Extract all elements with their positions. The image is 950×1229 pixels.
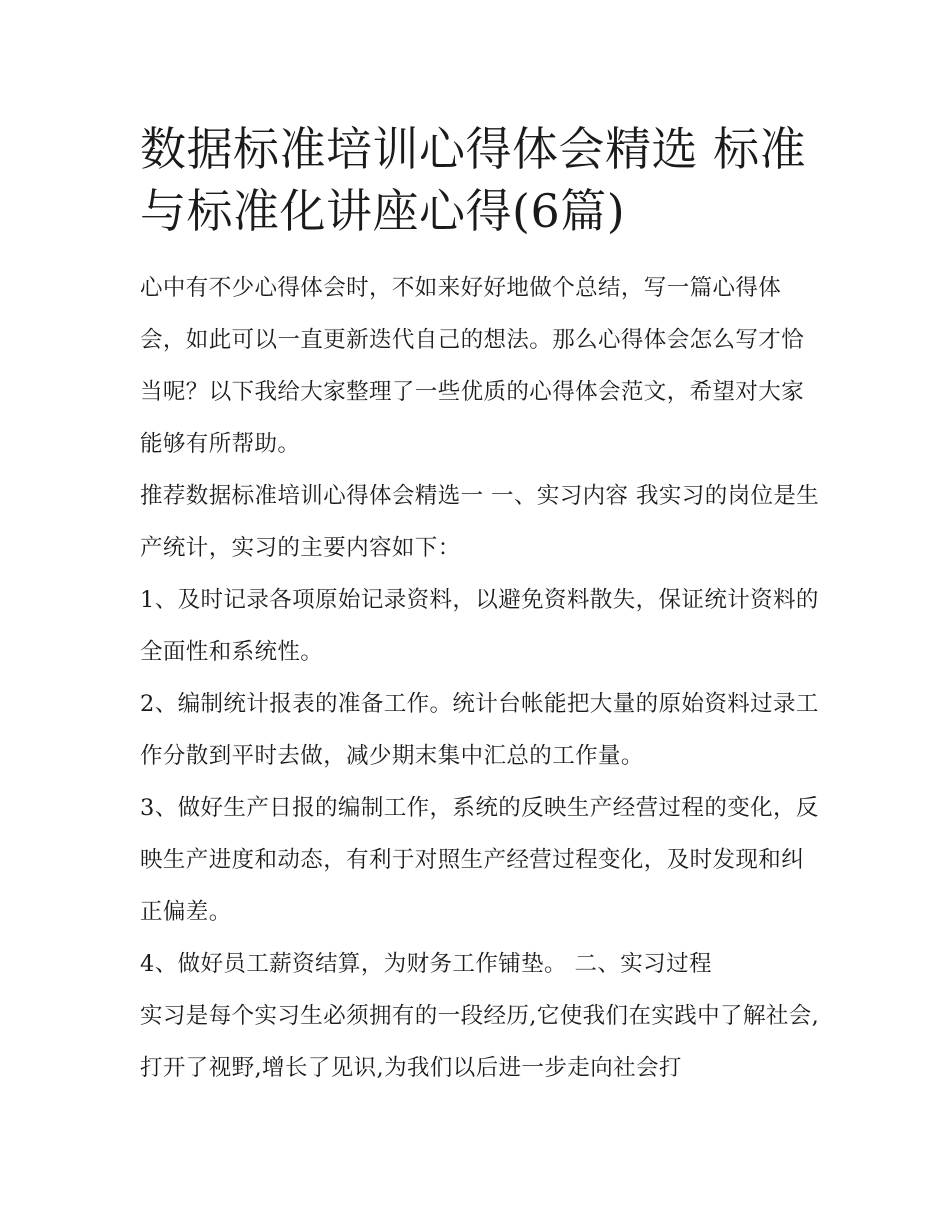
paragraph-item-3: 3、做好生产日报的编制工作，系统的反映生产经营过程的变化，反映生产进度和动态，有利于对照生产经营过程变化，及时发现和纠正偏差。 (140, 795, 819, 925)
paragraph-intro: 心中有不少心得体会时，不如来好好地做个总结，写一篇心得体会，如此可以一直更新迭代自己的想法。那么心得体会怎么写才恰当呢？以下我给大家整理了一些优质的心得体会范文，希望对大家能够有所帮助。 (140, 275, 805, 457)
paragraph-item-4: 4、做好员工薪资结算，为财务工作铺垫。 二、实习过程 (140, 951, 712, 977)
document-page (140, 118, 820, 1094)
paragraph-item-1: 1、及时记录各项原始记录资料，以避免资料散失，保证统计资料的全面性和系统性。 (140, 587, 819, 665)
document-title: 数据标准培训心得体会精选 标准与标准化讲座心得(6篇) (140, 122, 807, 238)
paragraph-internship-process: 实习是每个实习生必须拥有的一段经历,它使我们在实践中了解社会,打开了视野,增长了见识,为我们以后进一步走向社会打 (140, 1003, 820, 1081)
paragraph-internship-content: 推荐数据标准培训心得体会精选一 一、实习内容 我实习的岗位是生产统计，实习的主要内容如下： (140, 483, 820, 561)
paragraph-item-2: 2、编制统计报表的准备工作。统计台帐能把大量的原始资料过录工作分散到平时去做，减少期末集中汇总的工作量。 (140, 691, 819, 769)
